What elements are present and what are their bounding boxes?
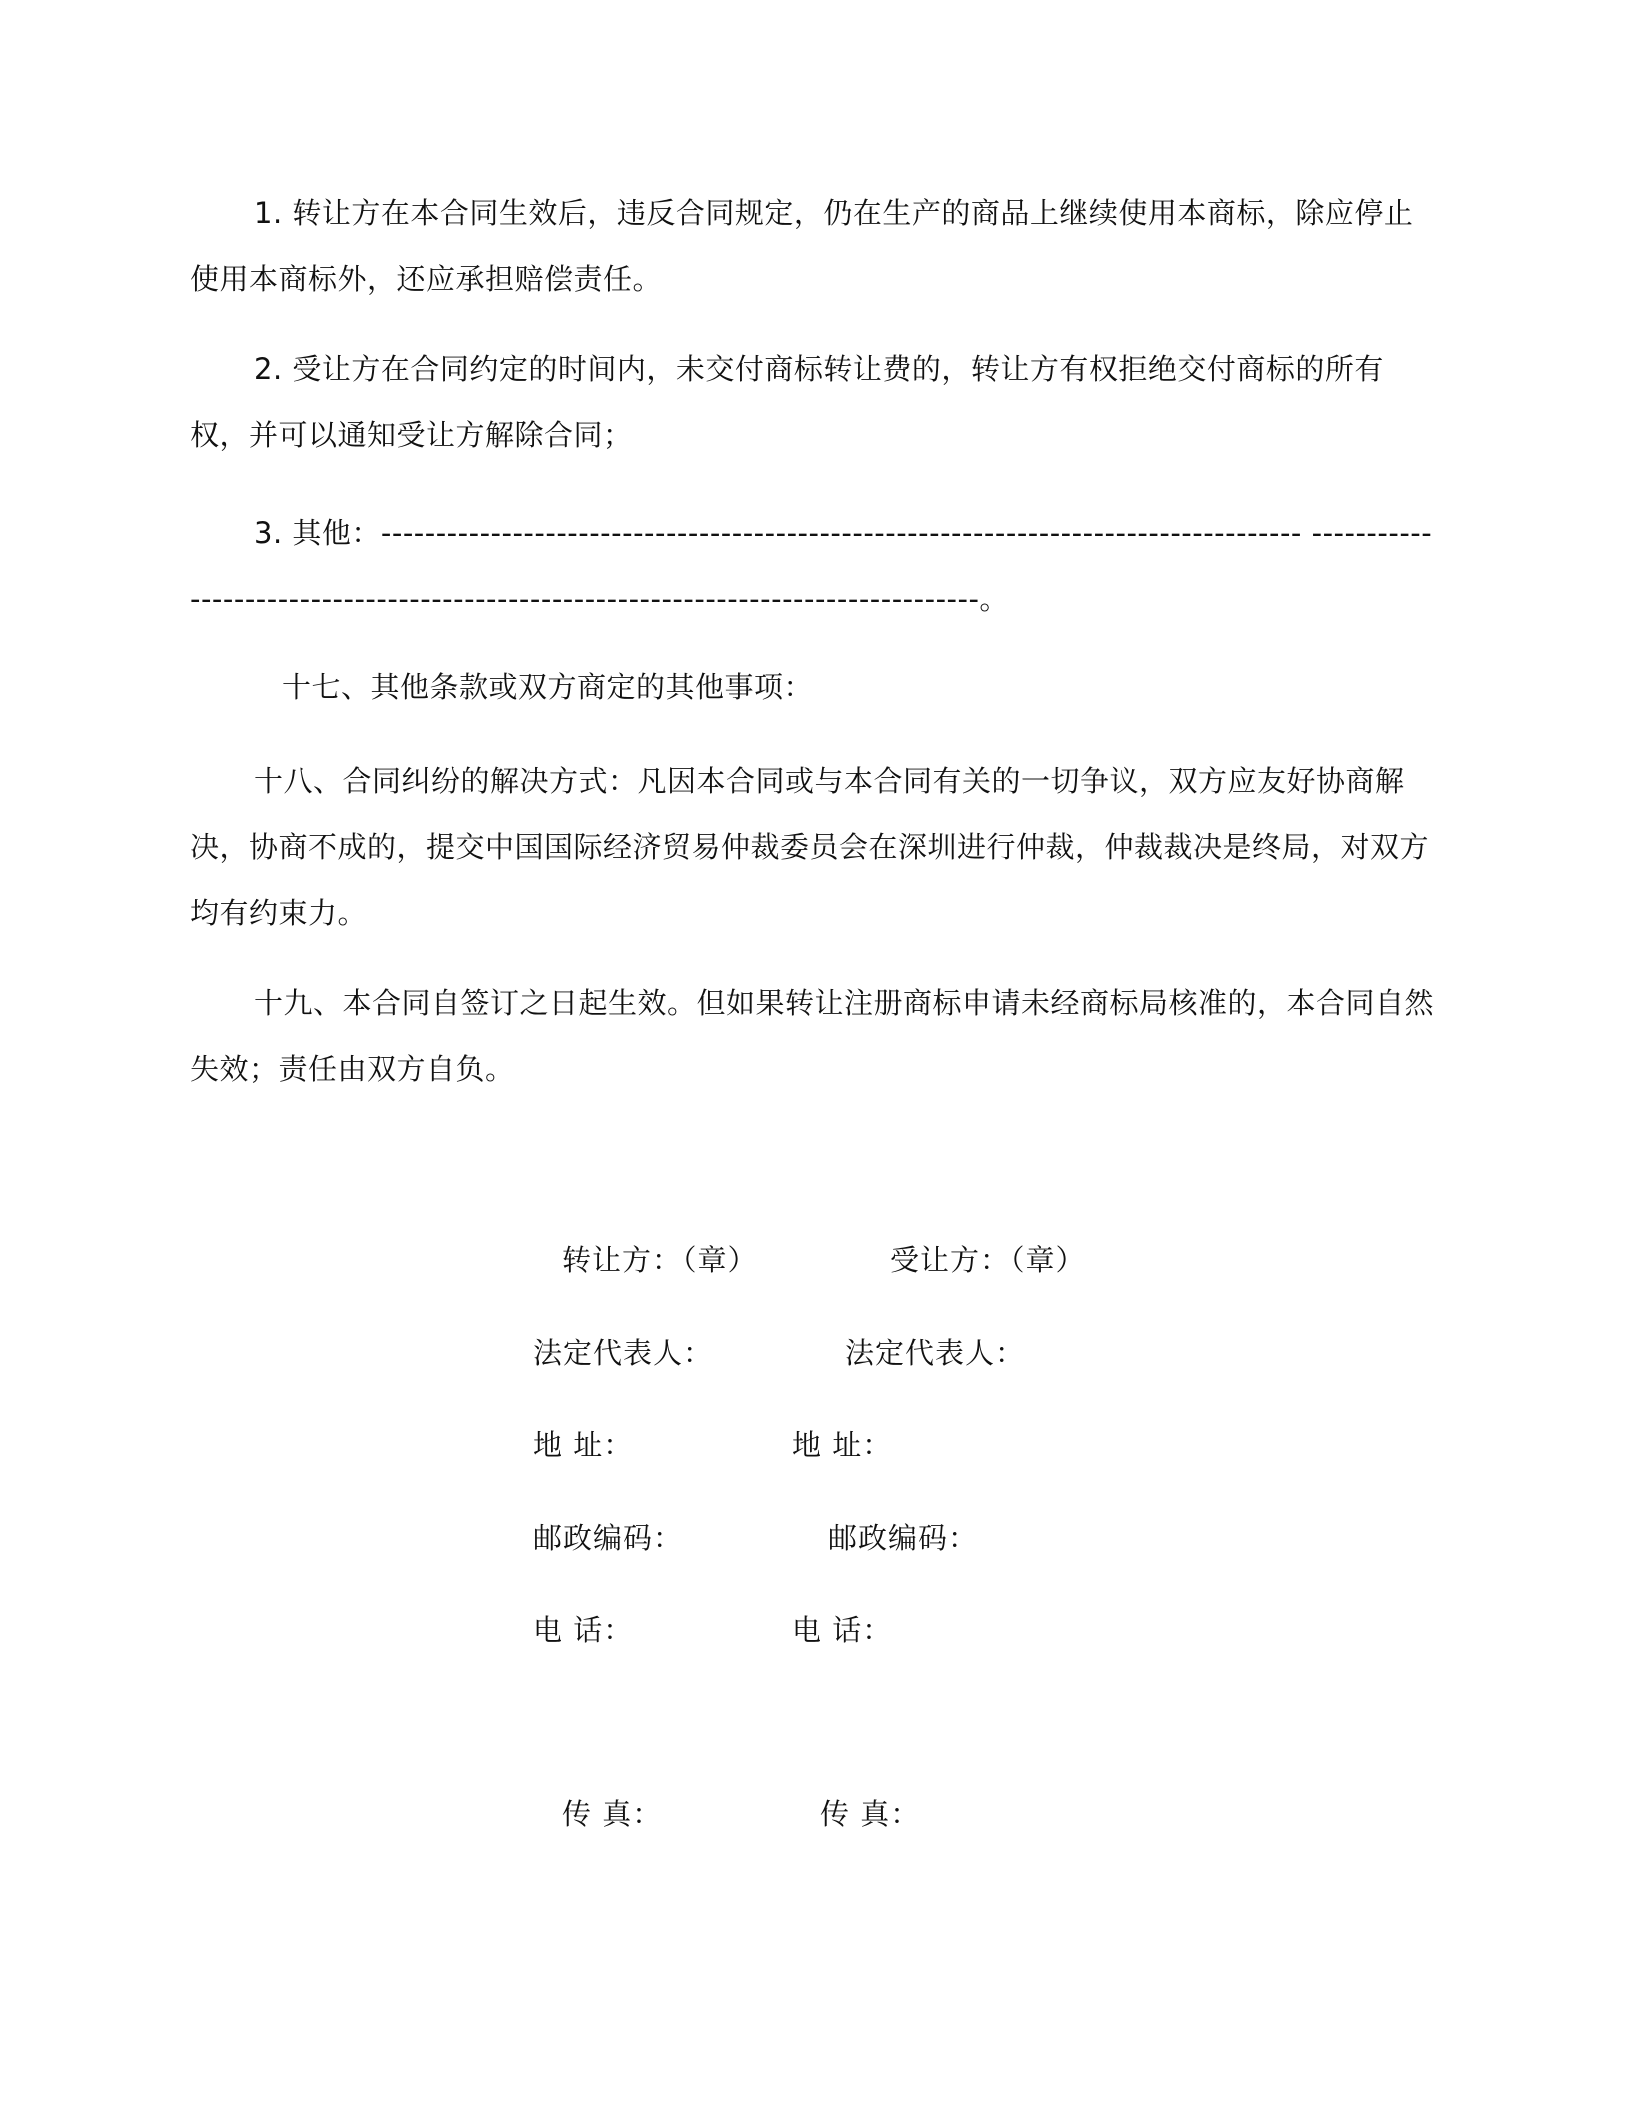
section-18-text: 十八、合同纠纷的解决方式：凡因本合同或与本合同有关的一切争议，双方应友好协商解决，协商不成的，提交中国国际经济贸易仲裁委员会在深圳进行仲裁，仲裁裁决是终局，对双方均有约束力。 — [190, 764, 1430, 930]
transferor-representative-label: 法定代表人： — [533, 1336, 714, 1370]
clause-paragraph-3-line-1 — [190, 500, 1440, 566]
transferee-postcode-label: 邮政编码： — [828, 1521, 979, 1555]
transferor-postcode-label: 邮政编码： — [533, 1521, 684, 1555]
clause-paragraph-2 — [190, 336, 1440, 468]
transferor-seal-label: 转让方：（章） — [562, 1243, 758, 1277]
clause-paragraph-1 — [190, 180, 1440, 312]
transferee-fax-label: 传 真： — [820, 1797, 921, 1831]
section-17-heading — [282, 654, 1382, 720]
transferor-fax-label: 传 真： — [562, 1797, 663, 1831]
section-17-text: 十七、其他条款或双方商定的其他事项： — [282, 670, 814, 704]
transferee-representative-label: 法定代表人： — [845, 1336, 1026, 1370]
clause-text-3-line-1: 3. 其他：------------------------------------------------------------------------------------ ----------- — [254, 516, 1433, 550]
clause-text-1: 1. 转让方在本合同生效后，违反合同规定，仍在生产的商品上继续使用本商标，除应停止使用本商标外，还应承担赔偿责任。 — [190, 196, 1414, 296]
section-19-paragraph — [190, 970, 1440, 1102]
transferee-address-label: 地 址： — [792, 1428, 893, 1462]
clause-paragraph-3-line-2 — [190, 566, 1440, 632]
clause-text-3-line-2: ------------------------------------------------------------------------。 — [190, 582, 1009, 616]
clause-text-2: 2. 受让方在合同约定的时间内，未交付商标转让费的，转让方有权拒绝交付商标的所有权，并可以通知受让方解除合同； — [190, 352, 1384, 452]
transferor-phone-label: 电 话： — [533, 1613, 634, 1647]
transferee-phone-label: 电 话： — [792, 1613, 893, 1647]
section-18-paragraph — [190, 748, 1440, 946]
section-19-text: 十九、本合同自签订之日起生效。但如果转让注册商标申请未经商标局核准的，本合同自然失效；责任由双方自负。 — [190, 986, 1435, 1086]
transferor-address-label: 地 址： — [533, 1428, 634, 1462]
transferee-seal-label: 受让方：（章） — [890, 1243, 1086, 1277]
